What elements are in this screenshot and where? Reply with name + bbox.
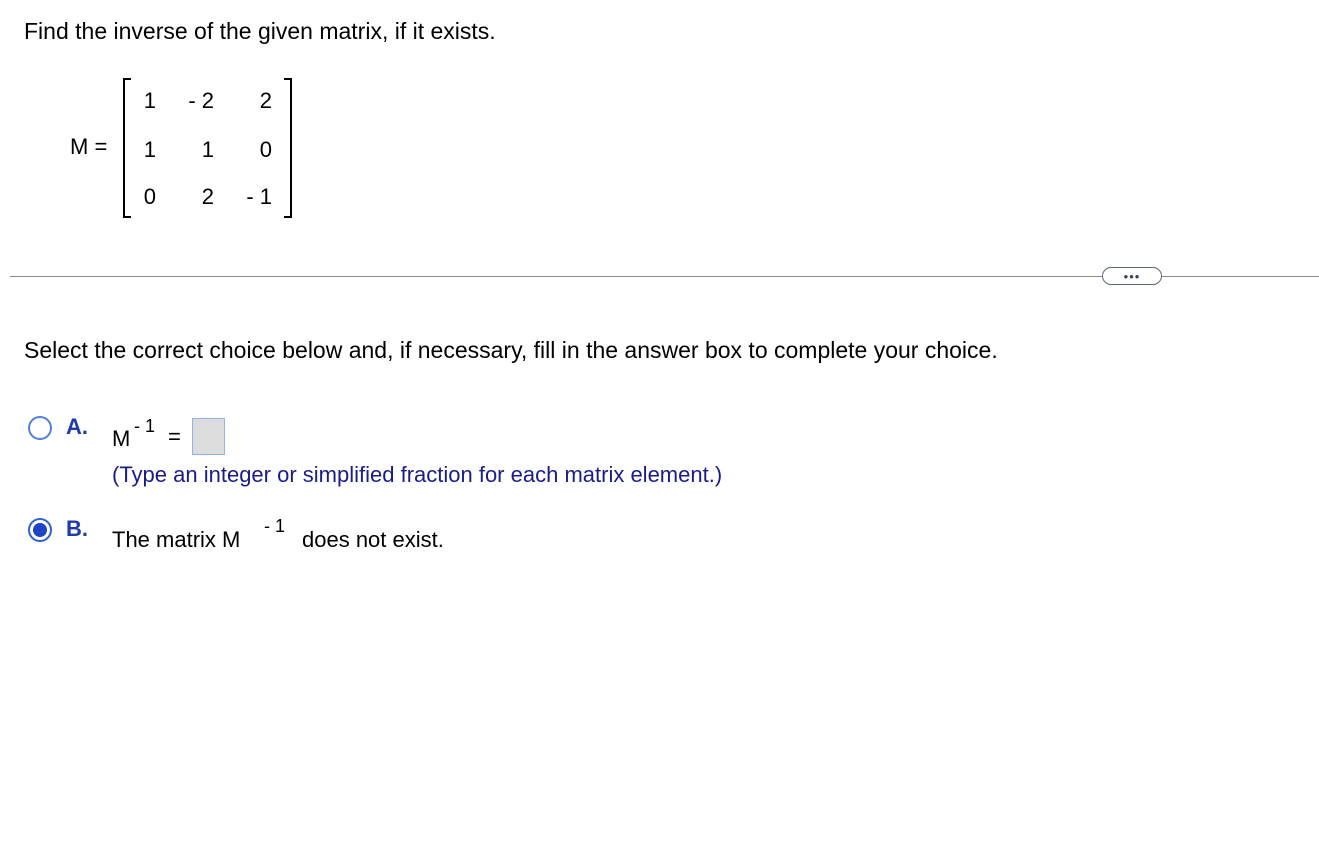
matrix-cell: 1 [201,137,214,162]
choice-b-letter: B. [66,516,88,541]
instruction-text: Select the correct choice below and, if necessary, fill in the answer box to complete your choice. [24,337,998,363]
question-prompt: Find the inverse of the given matrix, if it exists. [24,18,496,44]
matrix-m [70,78,310,220]
matrix-cell: 1 [143,88,156,113]
matrix-cell: 2 [259,88,272,113]
matrix-label: M = [70,134,108,159]
more-options-button[interactable]: ••• [1102,267,1162,285]
choice-b-text-before: The matrix M [112,527,241,552]
choice-a-letter: A. [66,414,88,439]
matrix-cell: 2 [201,184,214,209]
choice-b-text-after: does not exist. [302,527,444,552]
choice-a-exponent: - 1 [134,416,156,436]
matrix-right-bracket [284,78,292,218]
choice-b-exponent: - 1 [264,516,286,536]
matrix-cell: - 2 [188,88,214,113]
choice-a-hint: (Type an integer or simplified fraction for each matrix element.) [112,462,723,487]
answer-input-box[interactable] [192,418,225,455]
matrix-cell: 1 [143,137,156,162]
choice-a-radio[interactable] [28,416,52,440]
choice-a-equals: = [168,424,181,449]
matrix-cell: 0 [259,137,272,162]
choice-b-radio[interactable] [28,518,52,542]
matrix-cell: 0 [143,184,156,209]
matrix-cell: - 1 [246,184,272,209]
choice-a-matrix-symbol: M [112,426,131,451]
